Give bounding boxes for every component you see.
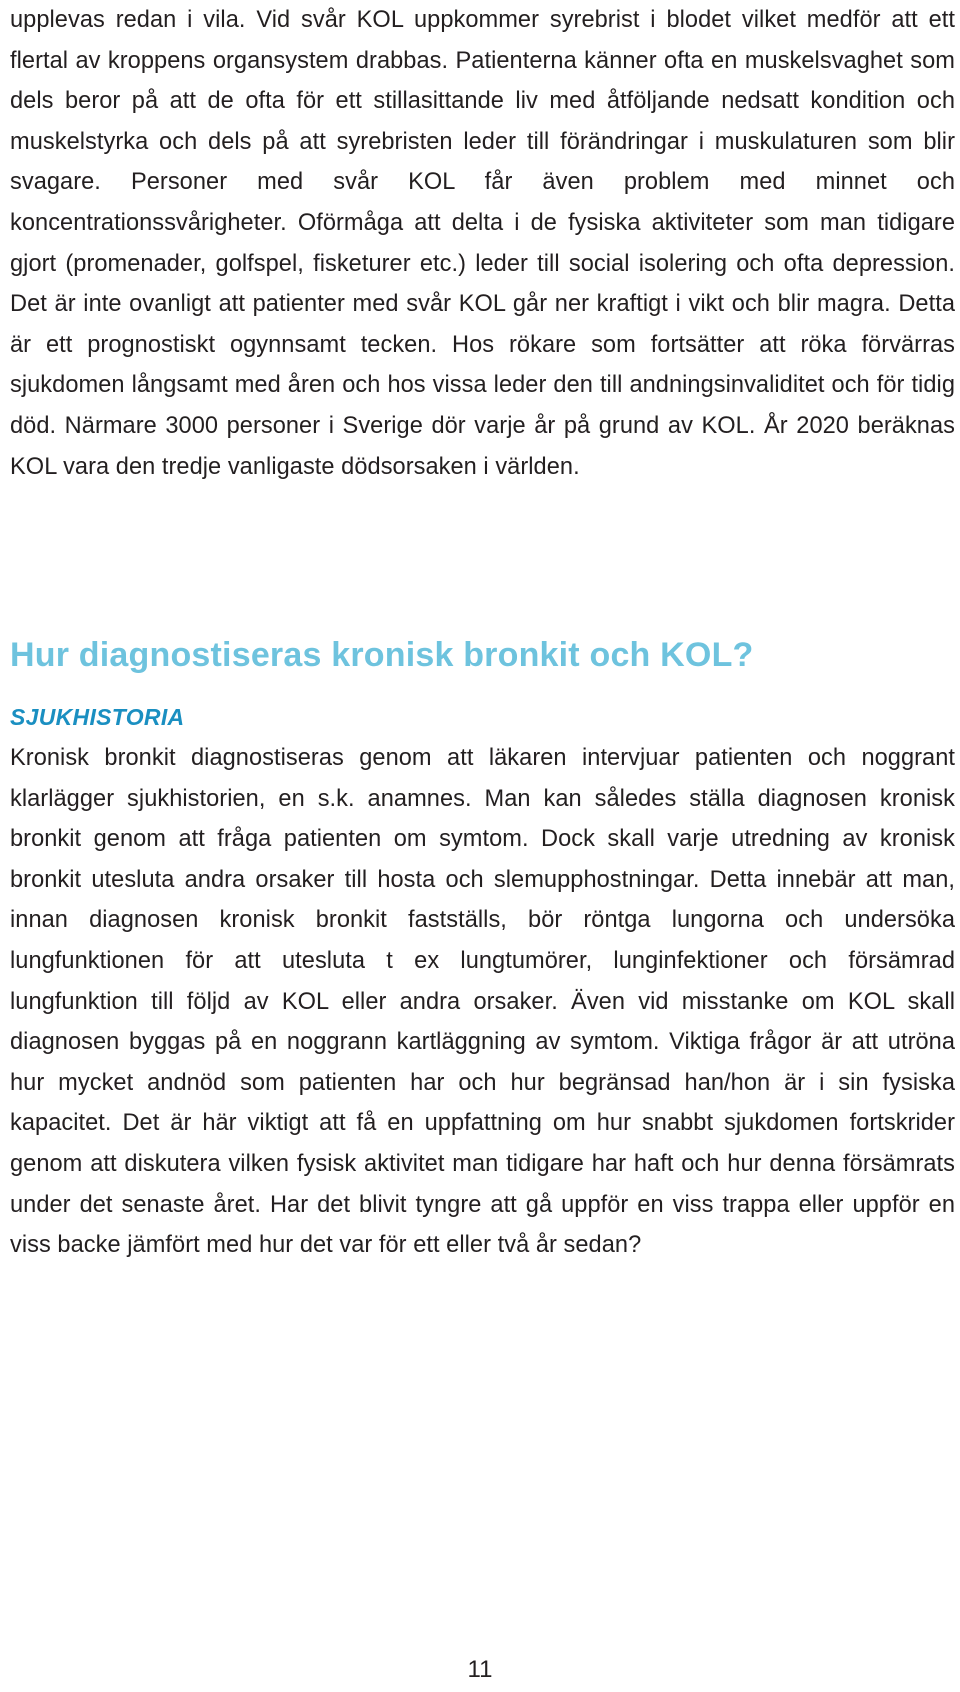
page-number: 11 [467,1656,493,1683]
body-paragraph-medical-history: Kronisk bronkit diagnostiseras genom att läkaren intervjuar patienten och noggrant klarlägger sjukhistorien, en s.k. anamnes. Man kan således ställa diagnosen kronisk bronkit genom att fråga patienten om symtom. Dock skall varje utredning av kronisk bronkit utesluta andra orsaker till hosta och slemupphostningar. Detta innebär att man, innan diagnosen kronisk bronkit fastställs, bör röntga lungorna och undersöka lungfunktionen för att utesluta t ex lungtumörer, lunginfektioner och försämrad lungfunktion till följd av KOL eller andra orsaker. Även vid misstanke om KOL skall diagnosen byggas på en noggrann kartläggning av symtom. Viktiga frågor är att utröna hur mycket andnöd som patienten har och hur begränsad han/hon är i sin fysiska kapacitet. Det är här viktigt att få en uppfattning om hur snabbt sjukdomen fortskrider genom att diskutera vilken fysisk aktivitet man tidigare har haft och hur denna försämrats under det senaste året. Har det blivit tyngre att gå uppför en viss trappa eller uppför en viss backe jämfört med hur det var för ett eller två år sedan? [10,745,955,1259]
section-heading: Hur diagnostiseras kronisk bronkit och KOL? [10,636,754,674]
subsection-heading: SJUKHISTORIA [10,704,185,730]
body-paragraph-symptoms: upplevas redan i vila. Vid svår KOL uppkommer syrebrist i blodet vilket medför att ett flertal av kroppens organsystem drabbas. Patienterna känner ofta en muskelsvaghet som dels beror på att de ofta för ett stillasittande liv med åtföljande nedsatt kondition och muskelstyrka och dels på att syrebristen leder till förändringar i muskulaturen som blir svagare. Personer med svår KOL får även problem med minnet och koncentrationssvårigheter. Oförmåga att delta i de fysiska aktiviteter som man tidigare gjort (promenader, golfspel, fisketurer etc.) leder till social isolering och ofta depression. Det är inte ovanligt att patienter med svår KOL går ner kraftigt i vikt och blir magra. Detta är ett prognostiskt ogynnsamt tecken. Hos rökare som fortsätter att röka förvärras sjukdomen långsamt med åren och hos vissa leder den till andningsinvaliditet och för tidig död. Närmare 3000 personer i Sverige dör varje år på grund av KOL. År 2020 beräknas KOL vara den tredje vanligaste dödsorsaken i världen. [10,7,955,480]
